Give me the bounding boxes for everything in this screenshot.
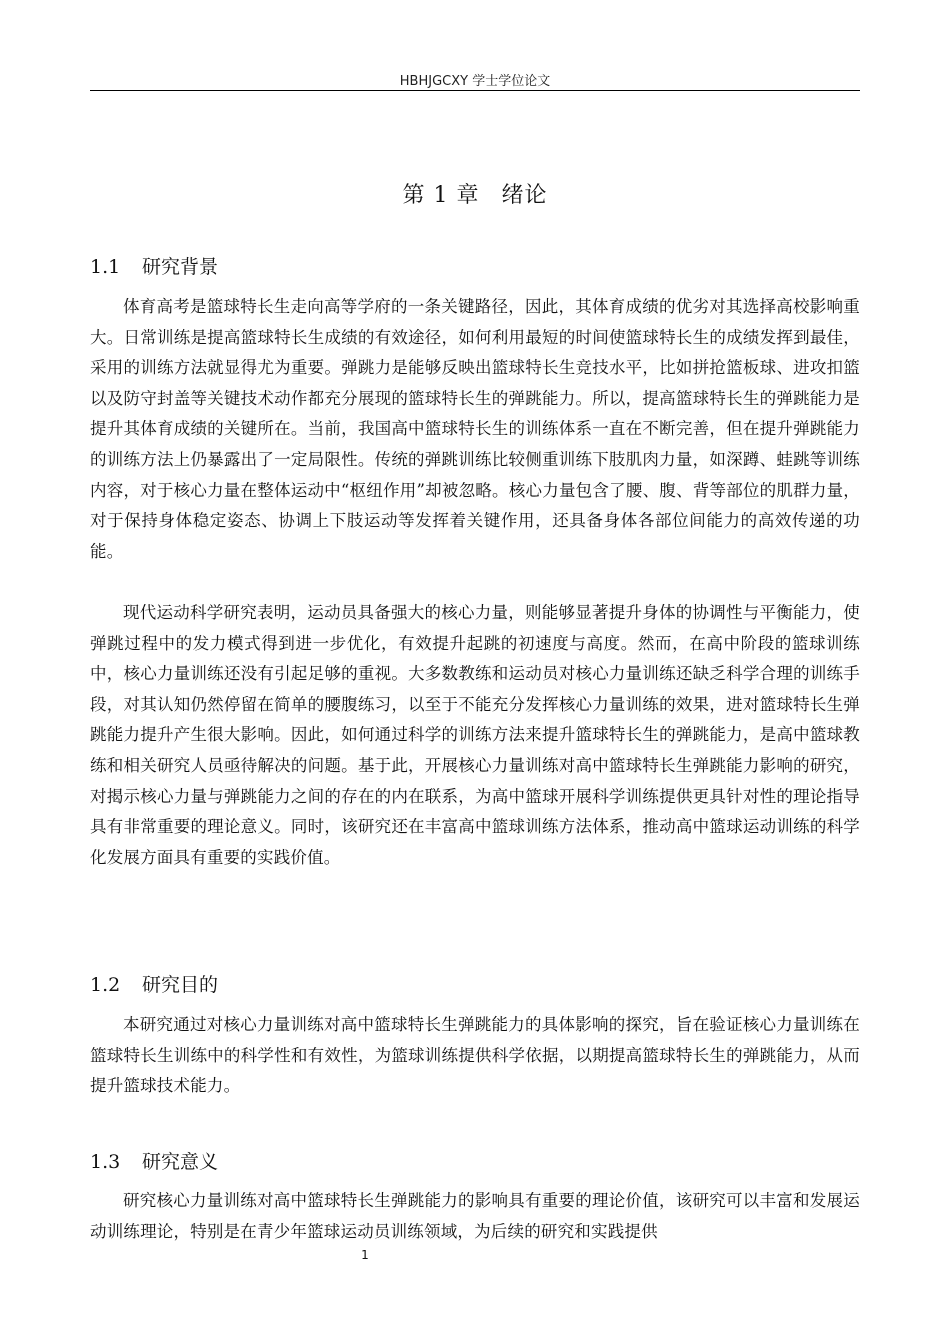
section-number: 1.1: [90, 256, 121, 278]
section-title: 研究背景: [142, 256, 219, 278]
chapter-number: 第 1 章: [402, 183, 480, 208]
section-number: 1.2: [90, 974, 121, 996]
section-heading-1-2: [90, 970, 218, 997]
section-title: 研究目的: [142, 974, 219, 996]
header-rule: [90, 90, 860, 91]
section-heading-1-3: [90, 1147, 218, 1174]
page-number: 1: [361, 1248, 369, 1262]
section-heading-1-1: [90, 252, 218, 279]
section-title: 研究意义: [142, 1151, 219, 1173]
running-header: HBHJGCXY 学士学位论文: [399, 74, 551, 89]
section-number: 1.3: [90, 1151, 121, 1173]
paragraph: 研究核心力量训练对高中篮球特长生弹跳能力的影响具有重要的理论价值，该研究可以丰富和发展运动训练理论，特别是在青少年篮球运动员训练领域，为后续的研究和实践提供: [90, 1191, 860, 1241]
paragraph: 体育高考是篮球特长生走向高等学府的一条关键路径，因此，其体育成绩的优劣对其选择高校影响重大。日常训练是提高篮球特长生成绩的有效途径，如何利用最短的时间使篮球特长生的成绩发挥到最佳，采用的训练方法就显得尤为重要。弹跳力是能够反映出篮球特长生竞技水平，比如拼抢篮板球、进攻扣篮以及防守封盖等关键技术动作都充分展现的篮球特长生的弹跳能力。所以，提高篮球特长生的弹跳能力是提升其体育成绩的关键所在。当前，我国高中篮球特长生的训练体系一直在不断完善，但在提升弹跳能力的训练方法上仍暴露出了一定局限性。传统的弹跳训练比较侧重训练下肢肌肉力量，如深蹲、蛙跳等训练内容，对于核心力量在整体运动中“枢纽作用”却被忽略。核心力量包含了腰、腹、背等部位的肌群力量，对于保持身体稳定姿态、协调上下肢运动等发挥着关键作用，还具备身体各部位间能力的高效传递的功能。: [90, 297, 860, 561]
paragraph: 本研究通过对核心力量训练对高中篮球特长生弹跳能力的具体影响的探究，旨在验证核心力量训练在篮球特长生训练中的科学性和有效性，为篮球训练提供科学依据，以期提高篮球特长生的弹跳能力，从而提升篮球技术能力。: [90, 1015, 860, 1096]
paragraph: 现代运动科学研究表明，运动员具备强大的核心力量，则能够显著提升身体的协调性与平衡能力，使弹跳过程中的发力模式得到进一步优化，有效提升起跳的初速度与高度。然而，在高中阶段的篮球训练中，核心力量训练还没有引起足够的重视。大多数教练和运动员对核心力量训练还缺乏科学合理的训练手段，对其认知仍然停留在简单的腰腹练习，以至于不能充分发挥核心力量训练的效果，进对篮球特长生弹跳能力提升产生很大影响。因此，如何通过科学的训练方法来提升篮球特长生的弹跳能力，是高中篮球教练和相关研究人员亟待解决的问题。基于此，开展核心力量训练对高中篮球特长生弹跳能力影响的研究，对揭示核心力量与弹跳能力之间的存在的内在联系，为高中篮球开展科学训练提供更具针对性的理论指导具有非常重要的理论意义。同时，该研究还在丰富高中篮球训练方法体系，推动高中篮球运动训练的科学化发展方面具有重要的实践价值。: [90, 603, 860, 867]
chapter-title: [90, 178, 860, 209]
chapter-name: 绪论: [501, 183, 548, 208]
